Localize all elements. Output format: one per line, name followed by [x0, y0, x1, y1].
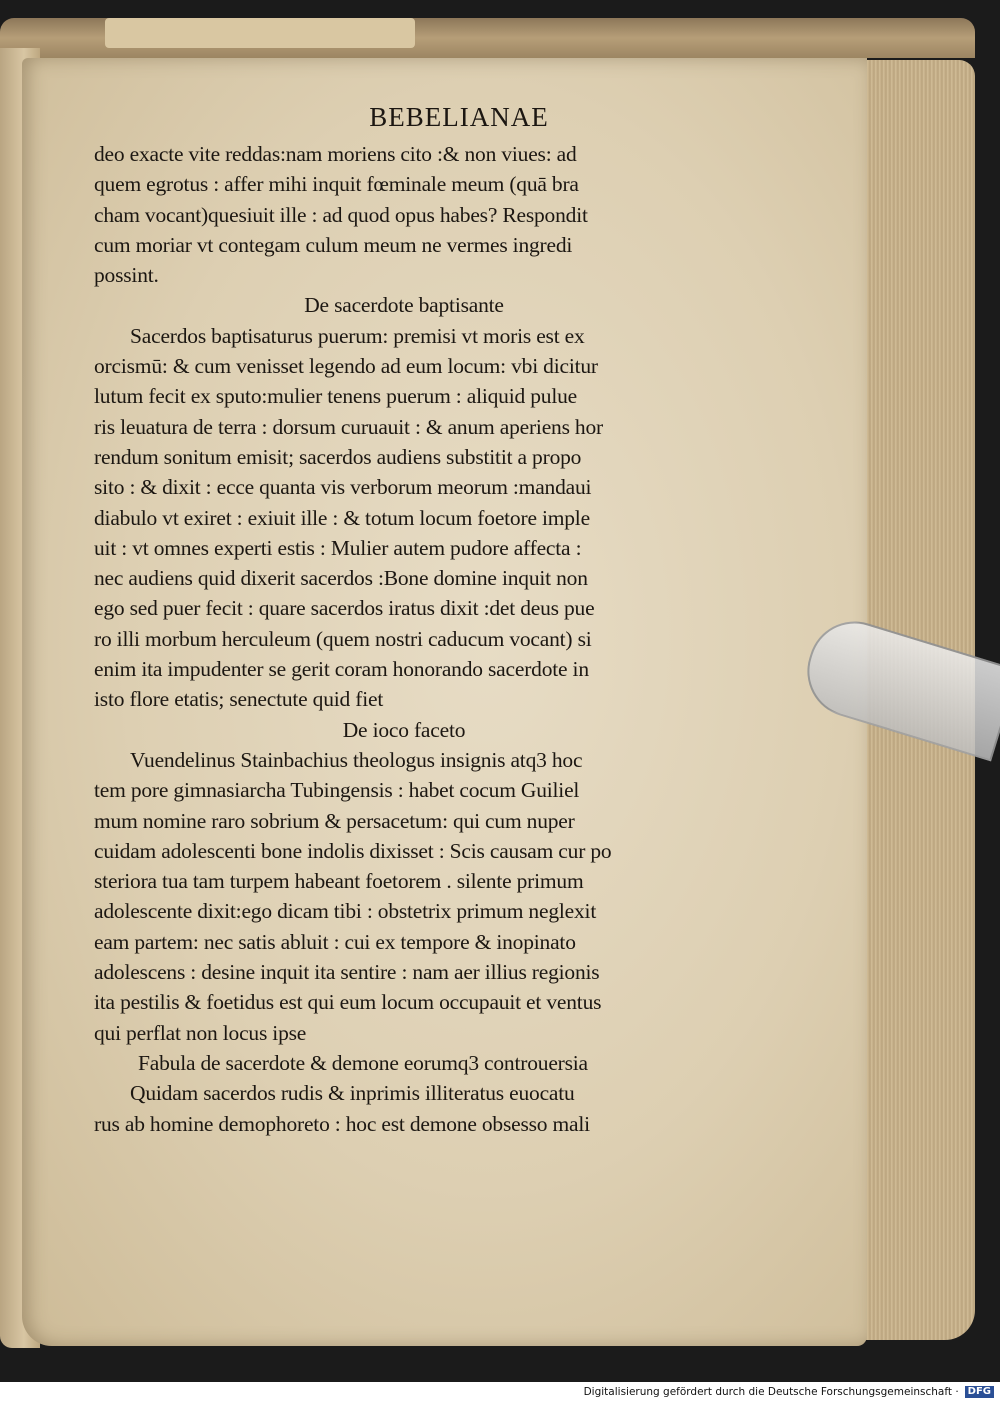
text-line: enim ita impudenter se gerit coram honorando sacerdote in: [94, 657, 589, 682]
text-line: rus ab homine demophoreto : hoc est demone obsesso mali: [94, 1111, 590, 1136]
text-line: mum nomine raro sobrium & persacetum: qui cum nuper: [94, 808, 575, 833]
text-line: deo exacte vite reddas:nam moriens cito :& non viues: ad: [94, 142, 577, 166]
dfg-logo: DFG: [965, 1386, 994, 1398]
running-head: BEBELIANAE: [369, 102, 549, 132]
text-line: diabulo vt exiret : exiuit ille : & totum locum foetore imple: [94, 505, 590, 530]
text-line: nec audiens quid dixerit sacerdos :Bone domine inquit non: [94, 566, 588, 591]
text-line: ego sed puer fecit : quare sacerdos iratus dixit :det deus pue: [94, 596, 595, 621]
text-line: ris leuatura de terra : dorsum curuauit : & anum aperiens hor: [94, 414, 603, 439]
funding-note: Digitalisierung gefördert durch die Deutsche Forschungsgemeinschaft ·: [583, 1386, 959, 1398]
text-line: Sacerdos baptisaturus puerum: premisi vt moris est ex: [130, 323, 585, 348]
text-line: Fabula de sacerdote & demone eorumq3 controuersia: [138, 1050, 588, 1075]
text-line: orcismū: & cum venisset legendo ad eum locum: vbi dicitur: [94, 354, 598, 379]
page-text: [94, 102, 714, 1139]
text-line: uit : vt omnes experti estis : Mulier autem pudore affecta :: [94, 535, 582, 560]
text-line: eam partem: nec satis abluit : cui ex tempore & inopinato: [94, 929, 576, 954]
text-line: adolescente dixit:ego dicam tibi : obstetrix primum neglexit: [94, 899, 597, 924]
text-line: isto flore etatis; senectute quid fiet: [94, 687, 384, 712]
text-line: adolescens : desine inquit ita sentire : nam aer illius regionis: [94, 960, 600, 985]
text-line: cham vocant)quesiuit ille : ad quod opus habes? Respondit: [94, 202, 588, 227]
text-line: rendum sonitum emisit; sacerdos audiens substitit a propo: [94, 444, 582, 469]
text-line: lutum fecit ex sputo:mulier tenens puerum : aliquid pulue: [94, 384, 577, 409]
text-line: Quidam sacerdos rudis & inprimis illiteratus euocatu: [130, 1081, 575, 1106]
text-line: sito : & dixit : ecce quanta vis verborum meorum :mandaui: [94, 475, 592, 500]
text-line: cuidam adolescenti bone indolis dixisset : Scis causam cur po: [94, 838, 612, 863]
text-line: steriora tua tam turpem habeant foetorem . silente primum: [94, 869, 584, 894]
text-lines: [94, 139, 714, 1139]
footer-bar: [0, 1382, 1000, 1402]
text-line: quem egrotus : affer mihi inquit fœminale meum (quā bra: [94, 172, 579, 197]
text-line: ro illi morbum herculeum (quem nostri caducum vocant) si: [94, 626, 592, 651]
section-heading: De ioco faceto: [342, 717, 466, 742]
text-line: ita pestilis & foetidus est qui eum locum occupauit et ventus: [94, 990, 602, 1015]
text-line: cum moriar vt contegam culum meum ne vermes ingredi: [94, 232, 573, 257]
binding-strip: [105, 18, 415, 48]
section-heading: De sacerdote baptisante: [304, 293, 504, 318]
text-line: tem pore gimnasiarcha Tubingensis : habet cocum Guiliel: [94, 778, 580, 803]
text-line: qui perflat non locus ipse: [94, 1020, 307, 1045]
text-line: possint.: [94, 263, 159, 288]
text-line: Vuendelinus Stainbachius theologus insignis atq3 hoc: [130, 747, 583, 772]
